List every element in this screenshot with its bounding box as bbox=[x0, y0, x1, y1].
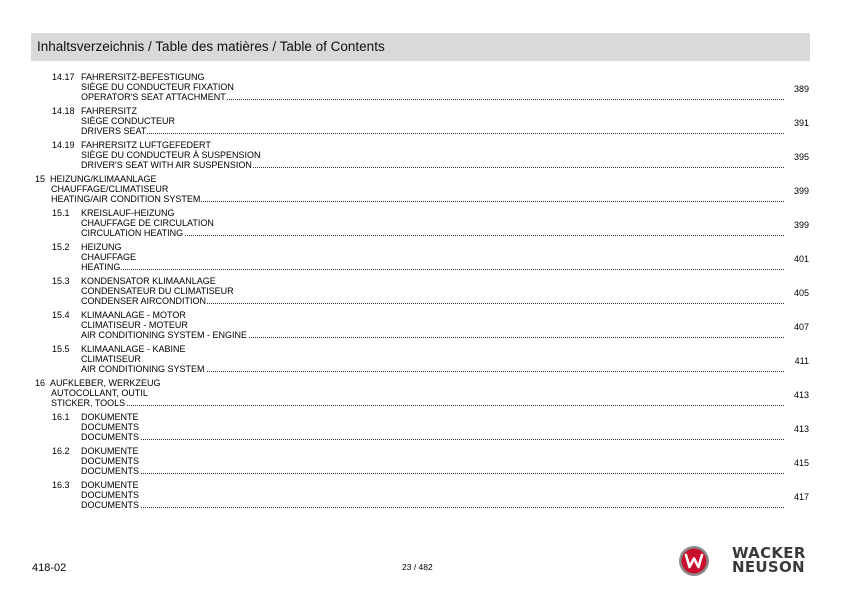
toc-entry[interactable] bbox=[0, 310, 842, 340]
toc-entry-line bbox=[0, 330, 842, 340]
toc-entry[interactable] bbox=[0, 140, 842, 170]
toc-entry-number: 14.17 bbox=[52, 72, 75, 82]
toc-entry-line bbox=[0, 432, 842, 442]
toc-entry[interactable] bbox=[0, 344, 842, 374]
toc-entry-title: AUTOCOLLANT, OUTIL bbox=[51, 388, 148, 398]
toc-entry-number: 15 bbox=[35, 174, 46, 184]
toc-entry-number: 16.3 bbox=[52, 480, 70, 490]
toc-entry-page-number: 399 bbox=[793, 186, 809, 196]
toc-entry-page-number: 411 bbox=[794, 356, 809, 366]
toc-entry-title: SIÈGE DU CONDUCTEUR À SUSPENSION bbox=[81, 150, 261, 160]
toc-entry-line bbox=[0, 116, 842, 126]
toc-entry[interactable] bbox=[0, 106, 842, 136]
toc-entry-page-number: 401 bbox=[793, 254, 809, 264]
dot-leader bbox=[81, 235, 784, 236]
toc-entry-title: HEIZUNG/KLIMAANLAGE bbox=[50, 174, 157, 184]
toc-entry-page-number: 399 bbox=[793, 220, 809, 230]
toc-entry-number: 15.3 bbox=[52, 276, 70, 286]
toc-entry-line bbox=[0, 150, 842, 160]
toc-entry-line bbox=[0, 72, 842, 82]
toc-entry-title: CLIMATISEUR - MOTEUR bbox=[81, 320, 188, 330]
header-bar bbox=[31, 33, 810, 61]
toc-entry-line bbox=[0, 82, 842, 92]
logo-line-2: NEUSON bbox=[732, 558, 805, 576]
document-code: 418-02 bbox=[32, 562, 67, 574]
toc-entry[interactable] bbox=[0, 72, 842, 102]
toc-entry-number: 14.18 bbox=[52, 106, 75, 116]
dot-leader bbox=[81, 507, 784, 508]
toc-entry-line bbox=[0, 286, 842, 296]
toc-entry[interactable] bbox=[0, 276, 842, 306]
toc-entry-title: DOKUMENTE bbox=[81, 480, 139, 490]
toc-entry-title: DOCUMENTS bbox=[81, 422, 139, 432]
toc-entry-page-number: 407 bbox=[793, 322, 809, 332]
dot-leader bbox=[81, 439, 784, 440]
toc-entry-title: DOCUMENTS bbox=[81, 500, 139, 510]
toc-entry[interactable] bbox=[0, 242, 842, 272]
toc-entry-page-number: 417 bbox=[793, 492, 809, 502]
wacker-neuson-w-icon bbox=[678, 545, 710, 577]
toc-entry-number: 15.5 bbox=[52, 344, 70, 354]
toc-entry-number: 16.2 bbox=[52, 446, 70, 456]
toc-entry-line bbox=[0, 500, 842, 510]
toc-entry-line bbox=[0, 320, 842, 330]
toc-entry-page-number: 391 bbox=[793, 118, 809, 128]
dot-leader bbox=[81, 269, 784, 270]
toc-entry-line bbox=[0, 354, 842, 364]
toc-entry-title: CONDENSER AIRCONDITION bbox=[81, 296, 207, 306]
page-title: Inhaltsverzeichnis / Table des matières / Table of Contents bbox=[37, 39, 385, 54]
toc-entry-line bbox=[0, 296, 842, 306]
toc-entry-line bbox=[0, 228, 842, 238]
toc-entry-title: KONDENSATOR KLIMAANLAGE bbox=[81, 276, 216, 286]
toc-entry-line bbox=[0, 194, 842, 204]
toc-entry-line bbox=[0, 378, 842, 388]
toc-entry-line bbox=[0, 208, 842, 218]
toc-entry-title: HEATING bbox=[81, 262, 121, 272]
toc-entry-line bbox=[0, 252, 842, 262]
toc-entry-line bbox=[0, 456, 842, 466]
toc-entry-line bbox=[0, 242, 842, 252]
toc-entry-title: FAHRERSITZ LUFTGEFEDERT bbox=[81, 140, 211, 150]
toc-entry-line bbox=[0, 364, 842, 374]
toc-entry-line bbox=[0, 466, 842, 476]
toc-entry-title: DOCUMENTS bbox=[81, 432, 139, 442]
dot-leader bbox=[81, 473, 784, 474]
toc-entry-title: KREISLAUF-HEIZUNG bbox=[81, 208, 175, 218]
toc-entry-line bbox=[0, 160, 842, 170]
toc-entry-line bbox=[0, 126, 842, 136]
page-indicator: 23 / 482 bbox=[402, 562, 433, 572]
toc-entry[interactable] bbox=[0, 446, 842, 476]
toc-entry-title: CONDENSATEUR DU CLIMATISEUR bbox=[81, 286, 234, 296]
logo-line-1: WACKER bbox=[732, 544, 806, 562]
toc-entry-line bbox=[0, 310, 842, 320]
logo-wordmark bbox=[732, 546, 806, 574]
toc-entry[interactable] bbox=[0, 480, 842, 510]
toc-entry-line bbox=[0, 446, 842, 456]
toc-entry-title: DOCUMENTS bbox=[81, 490, 139, 500]
toc-entry-title: SIÈGE CONDUCTEUR bbox=[81, 116, 176, 126]
toc-entry-title: HEATING/AIR CONDITION SYSTEM bbox=[51, 194, 201, 204]
toc-entry-line bbox=[0, 422, 842, 432]
toc-entry-title: AUFKLEBER, WERKZEUG bbox=[50, 378, 161, 388]
toc-entry[interactable] bbox=[0, 174, 842, 204]
toc-entry-title: OPERATOR'S SEAT ATTACHMENT bbox=[81, 92, 226, 102]
toc-entry-page-number: 415 bbox=[793, 458, 809, 468]
toc-entry-title: CHAUFFAGE bbox=[81, 252, 137, 262]
toc-entry-title: DOCUMENTS bbox=[81, 456, 139, 466]
toc-entry-number: 16.1 bbox=[52, 412, 70, 422]
toc-entry-line bbox=[0, 388, 842, 398]
toc-entry-title: DOKUMENTE bbox=[81, 446, 139, 456]
toc-entry-title: SIÈGE DU CONDUCTEUR FIXATION bbox=[81, 82, 234, 92]
toc-entry-title: KLIMAANLAGE - KABINE bbox=[81, 344, 186, 354]
toc-entry-line bbox=[0, 140, 842, 150]
toc-entry-title: DRIVER'S SEAT WITH AIR SUSPENSION bbox=[81, 160, 252, 170]
toc-entry-title: AIR CONDITIONING SYSTEM - ENGINE bbox=[81, 330, 248, 340]
toc-entry-line bbox=[0, 276, 842, 286]
toc-entry-title: CIRCULATION HEATING bbox=[81, 228, 184, 238]
toc-entry-title: STICKER, TOOLS bbox=[51, 398, 126, 408]
toc-entry-number: 16 bbox=[35, 378, 46, 388]
toc-entry-page-number: 413 bbox=[793, 424, 809, 434]
toc-entry-line bbox=[0, 262, 842, 272]
toc-entry-title: HEIZUNG bbox=[81, 242, 122, 252]
toc-entry-line bbox=[0, 106, 842, 116]
toc-entry-line bbox=[0, 174, 842, 184]
toc-entry-line bbox=[0, 344, 842, 354]
toc-entry-title: FAHRERSITZ bbox=[81, 106, 138, 116]
toc-entry-number: 15.1 bbox=[52, 208, 70, 218]
toc-entry-title: DOCUMENTS bbox=[81, 466, 139, 476]
toc-entry-title: FAHRERSITZ-BEFESTIGUNG bbox=[81, 72, 205, 82]
toc-entry-line bbox=[0, 398, 842, 408]
toc-entry-title: CHAUFFAGE DE CIRCULATION bbox=[81, 218, 214, 228]
wacker-neuson-logo bbox=[678, 545, 808, 577]
toc-entry-page-number: 413 bbox=[793, 390, 809, 400]
toc-entry-number: 15.2 bbox=[52, 242, 70, 252]
toc-entry-line bbox=[0, 412, 842, 422]
toc-entry[interactable] bbox=[0, 378, 842, 408]
toc-entry-line bbox=[0, 480, 842, 490]
toc-entry-line bbox=[0, 184, 842, 194]
table-of-contents bbox=[0, 72, 842, 514]
dot-leader bbox=[51, 405, 784, 406]
toc-entry-number: 14.19 bbox=[52, 140, 75, 150]
toc-entry-title: KLIMAANLAGE - MOTOR bbox=[81, 310, 186, 320]
toc-entry-title: AIR CONDITIONING SYSTEM bbox=[81, 364, 205, 374]
toc-entry[interactable] bbox=[0, 208, 842, 238]
toc-entry-title: CHAUFFAGE/CLIMATISEUR bbox=[51, 184, 169, 194]
toc-entry-page-number: 405 bbox=[793, 288, 809, 298]
toc-entry-page-number: 395 bbox=[793, 152, 809, 162]
toc-entry-line bbox=[0, 92, 842, 102]
toc-entry-title: CLIMATISEUR bbox=[81, 354, 141, 364]
toc-entry-title: DOKUMENTE bbox=[81, 412, 139, 422]
toc-entry-number: 15.4 bbox=[52, 310, 70, 320]
toc-entry-line bbox=[0, 490, 842, 500]
toc-entry-title: DRIVERS SEAT bbox=[81, 126, 147, 136]
toc-entry-page-number: 389 bbox=[793, 84, 809, 94]
toc-entry[interactable] bbox=[0, 412, 842, 442]
toc-entry-line bbox=[0, 218, 842, 228]
dot-leader bbox=[81, 133, 784, 134]
